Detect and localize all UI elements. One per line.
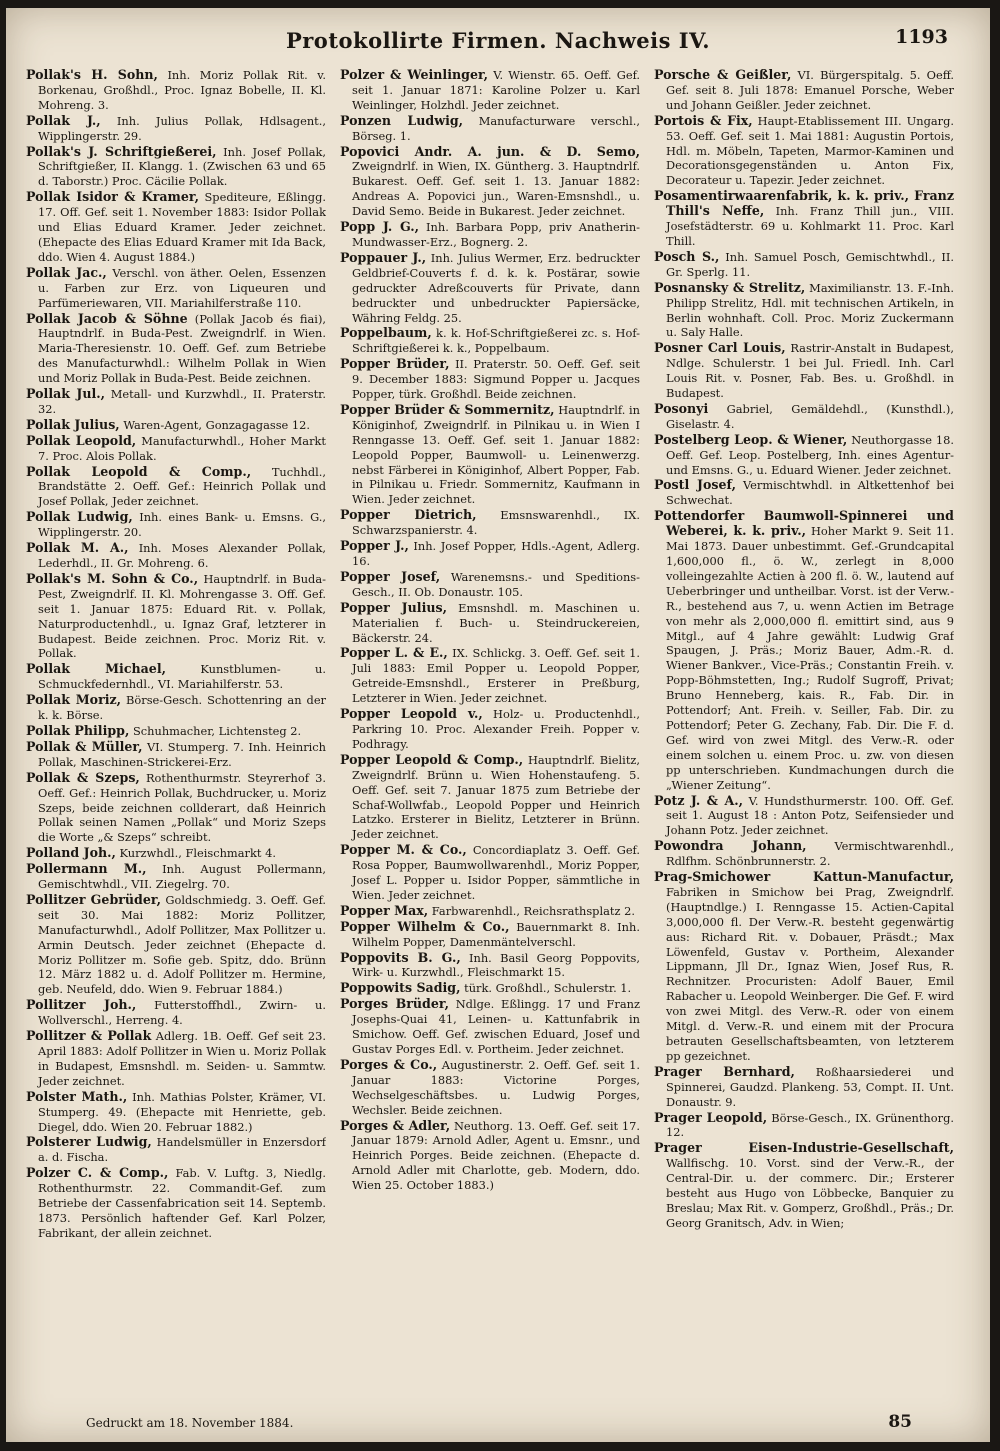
entry-firm-name: Pollak Jul., — [26, 386, 106, 402]
entry-details: Manufacturwhdl., Hoher Markt 7. Proc. Alois Pollak. — [38, 433, 326, 463]
directory-entry — [340, 997, 640, 1057]
entry-details: Gabriel, Gemäldehdl., (Kunsthdl.), Giselastr. 4. — [666, 401, 954, 431]
directory-entry — [340, 951, 640, 981]
directory-entry — [26, 740, 326, 770]
directory-entry — [26, 1135, 326, 1165]
entry-firm-name: Pollak & Szeps, — [26, 769, 140, 785]
page-header — [6, 22, 990, 56]
entry-firm-name: Poppowits Sadig, — [340, 980, 461, 996]
directory-entry — [654, 341, 954, 401]
entry-firm-name: Pollak J., — [26, 112, 101, 128]
directory-entry — [26, 893, 326, 997]
directory-entry — [654, 189, 954, 249]
entry-details: Concordiaplatz 3. Oeff. Gef. Rosa Popper, Baumwollwarenhdl., Moriz Popper, Josef L. Popper u. Isidor Popper, sämmtliche in Wien. Jeder zeichnet. — [352, 843, 640, 902]
directory-entry — [340, 981, 640, 996]
directory-entry — [654, 114, 954, 189]
entry-firm-name: Pollak Ludwig, — [26, 509, 133, 525]
entry-firm-name: Pollak M. A., — [26, 540, 129, 556]
entry-firm-name: Popper Wilhelm & Co., — [340, 918, 510, 934]
directory-entry — [654, 402, 954, 432]
entry-details: Schuhmacher, Lichtensteg 2. — [132, 723, 302, 738]
entry-details: Fab. V. Luftg. 3, Niedlg. Rothenthurmstr. 22. Commandit-Gef. zum Betriebe der Cassenfabrication seit 14. Septemb. 1873. Persönlich haftender Gef. Karl Polzer, Fabrikant, der allein zeichnet. — [38, 1166, 326, 1240]
directory-entry — [26, 846, 326, 861]
entry-details: Waren-Agent, Gonzagagasse 12. — [123, 417, 311, 432]
entry-details: Zweigndrlf. in Wien, IX. Güntherg. 3. Hauptndrlf. Bukarest. Oeff. Gef. seit 1. 13. Januar 1882: Andreas A. Popovici jun., Waren-Emsnshdl., u. David Semo. Beide in Bukarest. Jeder zeichnet. — [352, 159, 640, 219]
entry-details: Ndlge. Eßlingg. 17 und Franz Josephs-Quai 41, Leinen- u. Kattunfabrik in Smichow. Oeff. Gef. zwischen Eduard, Josef und Gustav Porges Edl. v. Portheim. Jeder zeichnet. — [352, 997, 640, 1056]
directory-entry — [340, 539, 640, 569]
entry-details: VI. Bürgerspitalg. 5. Oeff. Gef. seit 8. Juli 1878: Emanuel Porsche, Weber und Johann Geißler. Jeder zeichnet. — [666, 68, 954, 112]
entry-firm-name: Poppovits B. G., — [340, 949, 461, 965]
directory-entry — [26, 145, 326, 190]
entry-details: Farbwarenhdl., Reichsrathsplatz 2. — [431, 903, 635, 918]
entry-details: Emsnswarenhdl., IX. Schwarzspanierstr. 4. — [352, 508, 640, 538]
directory-entry — [26, 387, 326, 417]
directory-entry — [26, 114, 326, 144]
entry-details: VI. Stumperg. 7. Inh. Heinrich Pollak, Maschinen-Strickerei-Erz. — [38, 739, 326, 769]
entry-firm-name: Portois & Fix, — [654, 112, 753, 128]
entry-firm-name: Pollitzer Gebrüder, — [26, 891, 161, 907]
column-1 — [26, 68, 326, 1408]
entry-details: V. Hundsthurmerstr. 100. Off. Gef. seit 1. August 18 : Anton Potz, Seifensieder und Johann Potz. Jeder zeichnet. — [666, 793, 954, 838]
entry-details: (Pollak Jacob és fiai), Hauptndrlf. in Buda-Pest. Zweigndrlf. in Wien. Maria-Theresienstr. 10. Oeff. Gef. zum Betriebe des Manufacturwhdl.: Wilhelm Pollak in Wien und Moriz Pollak in Buda-Pest. Beide zeichnen. — [38, 311, 326, 386]
entry-details: Futterstoffhdl., Zwirn- u. Wollverschl., Herreng. 4. — [38, 998, 326, 1028]
entry-details: Augustinerstr. 2. Oeff. Gef. seit 1. Januar 1883: Victorine Porges, Wechselgeschäftsbes. u. Ludwig Porges, Wechsler. Beide zeichnen. — [352, 1057, 640, 1117]
entry-firm-name: Popper Max, — [340, 902, 429, 918]
entry-details: Inh. August Pollermann, Gemischtwhdl., VII. Ziegelrg. 70. — [38, 862, 326, 892]
directory-entry — [26, 1090, 326, 1135]
entry-firm-name: Prager Bernhard, — [654, 1063, 795, 1079]
entry-details: Rothenthurmstr. Steyrerhof 3. Oeff. Gef.: Heinrich Pollak, Buchdrucker, u. Moriz Szeps, beide zeichnen collderart, daß Heinrich Pollak seinen Namen „Pollak“ und Moriz Szeps die Worte „& Szeps“ schreibt. — [38, 770, 326, 845]
entry-firm-name: Prager Leopold, — [654, 1109, 768, 1125]
entry-firm-name: Poppauer J., — [340, 249, 427, 265]
entry-details: Warenemsns.- und Speditions-Gesch., II. Ob. Donaustr. 105. — [352, 569, 640, 599]
directory-entry — [26, 266, 326, 311]
entry-details: Kurzwhdl., Fleischmarkt 4. — [119, 846, 276, 861]
entry-details: Hoher Markt 9. Seit 11. Mai 1873. Dauer unbestimmt. Gef.-Grundcapital 1,600,000 fl., ö. W., zerlegt in 8,000 volleingezahlte Actien à 200 fl. ö. W., lautend auf Ueberbringer und untheilbar. Vorst. ist der Verw.-R., bestehend aus 7, u. wenn Actien im Betrage von mehr als 2,000,000 fl. emittirt sind, aus 9 Mitgl., auf 4 Jahre gewählt: Ludwig Graf Spaugen, J. Präs.; Moriz Bauer, Adm.-R. d. Wiener Bankver., Vice-Präs.; Constantin Freih. v. Popp-Böhmstetten, Ing.; Rudolf Sugroff, Privat; Bruno Henneberg, kais. R., Fab. Dir. in Pottendorf; Ant. Freih. v. Seiller, Fab. Dir. zu Pottendorf; Peter G. Zechany, Fab. Dir. Die F. d. Gef. wird von zwei Mitgl. des Verw.-R. oder einem solchen u. einem Proc. u. zw. von diesen pp unterschrieben. Kundmachungen durch die „Wiener Zeitung“. — [666, 524, 954, 792]
entry-details: Kunstblumen- u. Schmuckfedernhdl., VI. Mariahilferstr. 53. — [38, 662, 326, 692]
directory-entry — [340, 646, 640, 706]
entry-details: Inh. Franz Thill jun., VIII. Josefstädterstr. 69 u. Kohlmarkt 11. Proc. Karl Thill. — [666, 204, 954, 248]
entry-firm-name: Popper Leopold & Comp., — [340, 751, 524, 767]
entry-details: Neuthorg. 13. Oeff. Gef. seit 17. Januar 1879: Arnold Adler, Agent u. Emsnr., und Heinrich Porges. Beide zeichnen. (Ehepacte d. Arnold Adler mit Charlotte, geb. Modern, ddo. Wien 25. October 1883.) — [352, 1118, 640, 1193]
directory-entry — [340, 601, 640, 646]
directory-entry — [26, 190, 326, 265]
entry-firm-name: Pollak Jacob & Söhne — [26, 310, 188, 326]
entry-details: Inh. Moses Alexander Pollak, Lederhdl., II. Gr. Mohreng. 6. — [38, 541, 326, 570]
page-number: 1193 — [895, 26, 948, 48]
entry-details: Haupt-Etablissement III. Ungarg. 53. Oeff. Gef. seit 1. Mai 1881: Augustin Portois, Hdl. m. Möbeln, Tapeten, Marmor-Kaminen und Decorationsgegenständen u. Anton Fix, Decorateur u. Tapezir. Jeder zeichnet. — [666, 113, 954, 188]
entry-firm-name: Prag-Smichower Kattun-Manufactur, — [654, 869, 954, 885]
entry-firm-name: Pollak Michael, — [26, 661, 166, 677]
directory-entry — [340, 707, 640, 752]
entry-details: Inh. Samuel Posch, Gemischtwhdl., II. Gr. Sperlg. 11. — [666, 249, 954, 279]
entry-details: Spediteure, Eßlingg. 17. Off. Gef. seit 1. November 1883: Isidor Pollak und Elias Eduard Kramer. Jeder zeichnet. (Ehepacte des Elias Eduard Kramer mit Ida Back, ddo. Wien 4. August 1884.) — [38, 190, 326, 264]
entry-details: Wallfischg. 10. Vorst. sind der Verw.-R., der Central-Dir. u. der commerc. Dir.; Ersterer besteht aus Hugo von Löbbecke, Banquier zu Breslau; Max Rit. v. Gomperz, Großhdl., Präs.; Dr. Georg Granitsch, Adv. in Wien; — [666, 1156, 954, 1230]
entry-firm-name: Popper Josef, — [340, 568, 441, 584]
entry-firm-name: Popovici Andr. A. jun. & D. Semo, — [340, 143, 640, 159]
entry-details: II. Praterstr. 50. Oeff. Gef. seit 9. December 1883: Sigmund Popper u. Jacques Popper, türk. Großhdl. Beide zeichnen. — [352, 357, 640, 402]
entry-details: Inh. Mathias Polster, Krämer, VI. Stumperg. 49. (Ehepacte mit Henriette, geb. Diegel, ddo. Wien 20. Februar 1882.) — [38, 1089, 326, 1134]
directory-entry — [26, 541, 326, 571]
entry-details: Börse-Gesch., IX. Grünenthorg. 12. — [666, 1110, 954, 1140]
entry-firm-name: Popper Brüder & Sommernitz, — [340, 401, 555, 417]
directory-entry — [654, 794, 954, 839]
entry-firm-name: Popper J., — [340, 538, 409, 554]
entry-firm-name: Polzer & Weinlinger, — [340, 68, 489, 82]
entry-firm-name: Polzer C. & Comp., — [26, 1165, 169, 1181]
entry-details: IX. Schlickg. 3. Oeff. Gef. seit 1. Juli 1883: Emil Popper u. Leopold Popper, Getreide-Emsnshdl., Ersterer in Preßburg, Letzterer in Wien. Jeder zeichnet. — [352, 646, 640, 706]
entry-firm-name: Pollak Isidor & Kramer, — [26, 189, 199, 205]
directory-entry — [26, 572, 326, 661]
directory-entry — [340, 68, 640, 113]
directory-entry — [340, 508, 640, 538]
entry-firm-name: Popper Dietrich, — [340, 507, 477, 523]
entry-firm-name: Porges Brüder, — [340, 996, 449, 1012]
entry-firm-name: Powondra Johann, — [654, 838, 807, 854]
directory-entry — [654, 870, 954, 1064]
directory-entry — [340, 326, 640, 356]
entry-firm-name: Pollak's J. Schriftgießerei, — [26, 143, 217, 159]
entry-details: Maximilianstr. 13. F.-Inh. Philipp Strelitz, Hdl. mit technischen Artikeln, in Berlin wohnhaft. Coll. Proc. Moriz Zuckermann u. Saly Halle. — [666, 280, 954, 340]
directory-entry — [26, 998, 326, 1028]
entry-details: Neuthorgasse 18. Oeff. Gef. Leop. Postelberg, Inh. eines Agentur- und Emsns. G., u. Eduard Wiener. Jeder zeichnet. — [666, 432, 954, 477]
directory-entry — [654, 250, 954, 280]
entry-firm-name: Popper M. & Co., — [340, 842, 467, 858]
entry-firm-name: Pollak Philipp, — [26, 722, 130, 738]
directory-entry — [654, 68, 954, 113]
entry-firm-name: Posonyi — [654, 400, 709, 416]
entry-details: Manufacturware verschl., Börseg. 1. — [352, 113, 640, 143]
directory-entry — [654, 433, 954, 478]
entry-firm-name: Poppelbaum, — [340, 325, 432, 341]
entry-details: Börse-Gesch. Schottenring an der k. k. Börse. — [38, 693, 326, 723]
print-date-note: Gedruckt am 18. November 1884. — [86, 1416, 294, 1430]
directory-entry — [26, 418, 326, 433]
entry-details: V. Wienstr. 65. Oeff. Gef. seit 1. Januar 1871: Karoline Polzer u. Karl Weinlinger, Holzhdl. Jeder zeichnet. — [352, 68, 640, 112]
entry-details: Holz- u. Productenhdl., Parkring 10. Proc. Alexander Freih. Popper v. Podhragy. — [352, 707, 640, 751]
entry-firm-name: Postelberg Leop. & Wiener, — [654, 431, 848, 447]
entry-firm-name: Posnansky & Strelitz, — [654, 279, 806, 295]
entry-firm-name: Posamentirwaarenfabrik, k. k. priv., Franz Thill's Neffe, — [654, 188, 954, 219]
directory-entry — [340, 357, 640, 402]
entry-firm-name: Pollak's M. Sohn & Co., — [26, 570, 199, 586]
directory-entry — [26, 465, 326, 510]
directory-entry — [26, 693, 326, 723]
entry-firm-name: Posch S., — [654, 248, 720, 264]
entry-details: Hauptndrlf. in Königinhof, Zweigndrlf. in Pilnikau u. in Wien I Renngasse 13. Oeff. Gef. seit 1. Januar 1882: Leopold Popper, Baumwoll- u. Leinenwerzg. nebst Färberei in Königinhof, Albert Popper, Fab. in Pilnikau u. Friedr. Sommernitz, Kaufmann in Wien. Jeder zeichnet. — [352, 402, 640, 507]
directory-entry — [340, 251, 640, 326]
directory-entry — [26, 862, 326, 892]
entry-firm-name: Pollitzer Joh., — [26, 997, 137, 1013]
entry-details: Tuchhdl., Brandstätte 2. Oeff. Gef.: Heinrich Pollak und Josef Pollak, Jeder zeichnet. — [38, 464, 326, 509]
entry-firm-name: Postl Josef, — [654, 477, 736, 493]
entry-firm-name: Pollak Leopold & Comp., — [26, 463, 252, 479]
directory-entry — [26, 724, 326, 739]
directory-entry — [654, 281, 954, 341]
entry-firm-name: Pollermann M., — [26, 861, 147, 877]
signature-mark: 85 — [888, 1412, 912, 1432]
entry-details: Inh. eines Bank- u. Emsns. G., Wipplingerstr. 20. — [38, 510, 326, 540]
entry-details: Hauptndrlf. in Buda-Pest, Zweigndrlf. II. Kl. Mohrengasse 3. Off. Gef. seit 1. Januar 1875: Eduard Rit. v. Pollak, Naturproductenhdl., u. Ignaz Graf, letzterer in Budapest. Beide zeichnen. Proc. Moriz Rit. v. Pollak. — [38, 571, 326, 661]
directory-entry — [340, 920, 640, 950]
entry-firm-name: Pollak & Müller, — [26, 738, 143, 754]
entry-details: k. k. Hof-Schriftgießerei zc. s. Hof-Schriftgießerei k. k., Poppelbaum. — [352, 326, 640, 356]
entry-details: Inh. Julius Pollak, Hdlsagent., Wipplingerstr. 29. — [38, 113, 326, 143]
directory-entry — [26, 662, 326, 692]
entry-details: Inh. Barbara Popp, priv Anatherin-Mundwasser-Erz., Bognerg. 2. — [352, 220, 640, 249]
directory-entry — [654, 509, 954, 792]
entry-details: Bauernmarkt 8. Inh. Wilhelm Popper, Damenmäntelverschl. — [352, 919, 640, 949]
directory-entry — [340, 403, 640, 507]
directory-entry — [340, 570, 640, 600]
directory-entry — [340, 1058, 640, 1118]
directory-page — [6, 8, 990, 1442]
directory-entry — [26, 68, 326, 113]
entry-details: Inh. Basil Georg Poppovits, Wirk- u. Kurzwhdl., Fleischmarkt 15. — [352, 950, 640, 980]
entry-firm-name: Ponzen Ludwig, — [340, 112, 464, 128]
entry-firm-name: Popper L. & E., — [340, 645, 448, 661]
entry-details: Verschl. von äther. Oelen, Essenzen u. Farben zur Erz. von Liqueuren und Parfümeriewaren, VII. Mariahilferstraße 110. — [38, 265, 326, 310]
entry-firm-name: Pollitzer & Pollak — [26, 1028, 152, 1044]
directory-entry — [654, 1111, 954, 1141]
entry-firm-name: Pollak Leopold, — [26, 432, 137, 448]
columns-container — [26, 68, 978, 1408]
entry-details: Adlerg. 1B. Oeff. Gef seit 23. April 1883: Adolf Pollitzer in Wien u. Moriz Pollak in Budapest, Emsnshdl. m. Seiden- u. Sammtw. Jeder zeichnet. — [38, 1029, 326, 1088]
directory-entry — [654, 1065, 954, 1110]
directory-entry — [26, 312, 326, 387]
entry-firm-name: Prager Eisen-Industrie-Gesellschaft, — [654, 1140, 954, 1156]
directory-entry — [26, 1166, 326, 1241]
directory-entry — [26, 434, 326, 464]
entry-details: Inh. Josef Pollak, Schriftgießer, II. Klangg. 1. (Zwischen 63 und 65 d. Taborstr.) Proc. Cäcilie Pollak. — [38, 144, 326, 189]
entry-firm-name: Popper Brüder, — [340, 356, 450, 372]
entry-firm-name: Pollak Julius, — [26, 416, 120, 432]
page-title: Protokollirte Firmen. Nachweis IV. — [285, 28, 711, 53]
directory-entry — [340, 220, 640, 250]
entry-firm-name: Pollak's H. Sohn, — [26, 68, 158, 82]
entry-firm-name: Polsterer Ludwig, — [26, 1134, 152, 1150]
entry-details: Handelsmüller in Enzersdorf a. d. Fischa. — [38, 1135, 326, 1165]
directory-entry — [340, 114, 640, 144]
entry-details: türk. Großhdl., Schulerstr. 1. — [464, 981, 632, 996]
entry-details: Metall- und Kurzwhdl., II. Praterstr. 32. — [38, 387, 326, 416]
entry-details: Hauptndrlf. Bielitz, Zweigndrlf. Brünn u. Wien Hohenstaufeng. 5. Oeff. Gef. seit 7. Januar 1875 zum Betriebe der Schaf-Wollwfab., Leopold Popper und Heinrich Latzko. Ersterer in Bielitz, Letzterer in Brünn. Jeder zeichnet. — [352, 752, 640, 842]
entry-firm-name: Polland Joh., — [26, 845, 116, 861]
entry-details: Inh. Josef Popper, Hdls.-Agent, Adlerg. 16. — [352, 539, 640, 568]
entry-firm-name: Polster Math., — [26, 1088, 128, 1104]
entry-firm-name: Posner Carl Louis, — [654, 340, 786, 356]
entry-details: Vermischtwhdl. in Altkettenhof bei Schwechat. — [666, 478, 954, 508]
entry-firm-name: Pollak Jac., — [26, 264, 107, 280]
directory-entry — [26, 771, 326, 846]
entry-firm-name: Popper Julius, — [340, 599, 447, 615]
entry-details: Goldschmiedg. 3. Oeff. Gef. seit 30. Mai 1882: Moriz Pollitzer, Manufacturwhdl., Adolf Pollitzer, Max Pollitzer u. Armin Deutsch. Jeder zeichnet (Ehepacte d. Moriz Pollitzer m. Sofie geb. Spitz, ddo. Brünn 12. März 1882 u. d. Adolf Pollitzer m. Hermine, geb. Neufeld, ddo. Wien 9. Februar 1884.) — [38, 892, 326, 997]
page-footer — [6, 1412, 990, 1436]
entry-firm-name: Porges & Co., — [340, 1056, 438, 1072]
entry-details: Rastrir-Anstalt in Budapest, Ndlge. Schulerstr. 1 bei Jul. Friedl. Inh. Carl Louis Rit. v. Posner, Fab. Bes. u. Großhdl. in Budapest. — [666, 341, 954, 401]
entry-firm-name: Popp J. G., — [340, 219, 420, 235]
entry-firm-name: Pollak Moriz, — [26, 692, 122, 708]
column-2 — [340, 68, 640, 1408]
directory-entry — [654, 839, 954, 869]
directory-entry — [654, 478, 954, 508]
entry-details: Inh. Moriz Pollak Rit. v. Borkenau, Großhdl., Proc. Ignaz Bobelle, II. Kl. Mohreng. 3. — [38, 68, 326, 112]
entry-details: Roßhaarsiederei und Spinnerei, Gaudzd. Plankeng. 53, Compt. II. Unt. Donaustr. 9. — [666, 1064, 954, 1109]
directory-entry — [340, 753, 640, 842]
entry-firm-name: Porges & Adler, — [340, 1117, 451, 1133]
directory-entry — [340, 843, 640, 903]
column-3 — [654, 68, 954, 1408]
entry-details: Emsnshdl. m. Maschinen u. Materialien f. Buch- u. Steindruckereien, Bäckerstr. 24. — [352, 600, 640, 645]
directory-entry — [340, 1119, 640, 1194]
entry-details: Fabriken in Smichow bei Prag, Zweigndrlf. (Hauptndlge.) I. Renngasse 15. Actien-Capital 3,000,000 fl. Der Verw.-R. besteht gegenwärtig aus: Richard Rit. v. Dobauer, Präsdt.; Max Löwenfeld, Gustav v. Portheim, Alexander Lippmann, Jll Dr., Ignaz Wien, Josef Rus, R. Rechnitzer. Procuristen: Adolf Bauer, Emil Rabacher u. Leopold Weinberger. Die Gef. F. wird von zwei Mitgl. des Verw.-R. oder von einem Mitgl. d. Verw.-R. und einem mit der Procura betrauten Gesellschaftsbeamten, von letzterem pp gezeichnet. — [666, 884, 954, 1063]
entry-firm-name: Popper Leopold v., — [340, 706, 483, 722]
entry-details: Vermischtwarenhdl., Rdlfhm. Schönbrunnerstr. 2. — [666, 839, 954, 869]
entry-firm-name: Potz J. & A., — [654, 792, 743, 808]
directory-entry — [26, 510, 326, 540]
entry-firm-name: Pottendorfer Baumwoll-Spinnerei und Weberei, k. k. priv., — [654, 508, 954, 539]
directory-entry — [340, 145, 640, 220]
entry-firm-name: Porsche & Geißler, — [654, 68, 792, 82]
entry-details: Inh. Julius Wermer, Erz. bedruckter Geldbrief-Couverts f. d. k. k. Postärar, sowie gedruckter Adreßcouverts für Private, dann bedruckter und unbedruckter Papiersäcke, Währing Feldg. 25. — [352, 250, 640, 325]
directory-entry — [340, 904, 640, 919]
directory-entry — [654, 1141, 954, 1230]
directory-entry — [26, 1029, 326, 1089]
